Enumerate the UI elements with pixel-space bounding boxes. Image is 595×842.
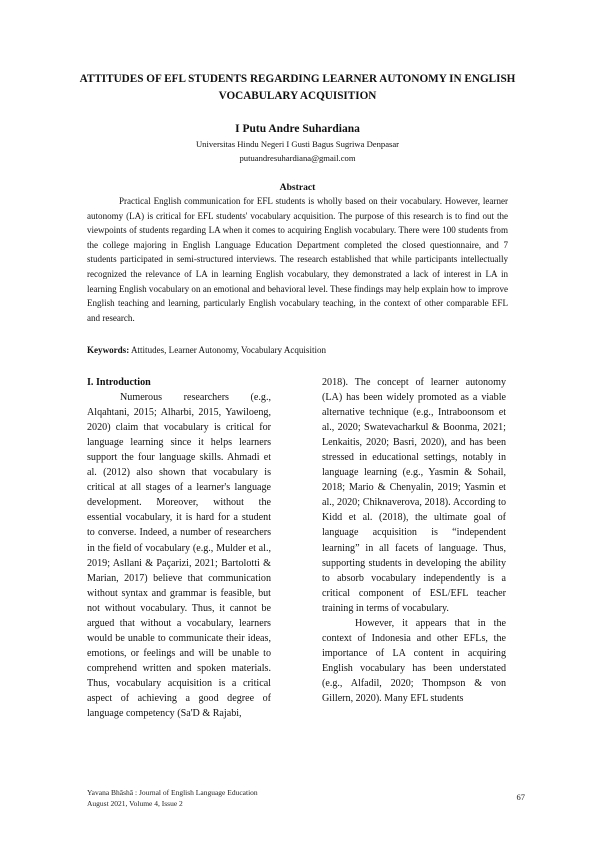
- keywords-label: Keywords:: [87, 345, 130, 355]
- paper-title: ATTITUDES OF EFL STUDENTS REGARDING LEARNER AUTONOMY IN ENGLISH VOCABULARY ACQUISITION: [79, 73, 516, 102]
- abstract-heading: Abstract: [279, 182, 316, 193]
- page-footer: [87, 787, 258, 809]
- intro-paragraph-1-continued: 2018). The concept of learner autonomy (LA) has been widely promoted as a viable alternative technique (e.g., Intraboonsom et al., 2020; Swatevacharkul & Boonma, 2021; Lenkaitis, 2020; Basri, 2020), and has been stressed in educational settings, notably in language learning (e.g., Yasmin & Sohail, 2018; Mario & Chenyalin, 2019; Yasmin et al., 2020; Chiknaverova, 2018). According to Kidd et al. (2018), the ultimate goal of language acquisition is “independent learning” in all facets of language. Thus, supporting students in developing the ability to absorb vocabulary independently is a critical component of ESL/EFL teacher training in terms of vocabulary.: [322, 377, 506, 614]
- page-number: 67: [516, 792, 525, 802]
- keywords-line: [87, 343, 508, 358]
- author-name: I Putu Andre Suhardiana: [235, 123, 360, 135]
- author-email: putuandresuhardiana@gmail.com: [239, 153, 356, 163]
- right-column: [322, 375, 506, 706]
- keywords-text: Attitudes, Learner Autonomy, Vocabulary Acquisition: [129, 345, 327, 355]
- footer-issue: August 2021, Volume 4, Issue 2: [87, 799, 183, 808]
- footer-journal-name: Yavana Bhāshā : Journal of English Language Education: [87, 788, 258, 797]
- intro-paragraph-1: Numerous researchers (e.g., Alqahtani, 2015; Alharbi, 2015, Yawiloeng, 2020) claim that vocabulary is critical for language learning since it helps learners support the four language skills. Ahmadi et al. (2012) also shown that vocabulary is critical at all stages of a learner's language development. Moreover, without the essential vocabulary, it is hard for a student to converse. Indeed, a number of researchers in the field of vocabulary (e.g., Mulder et al., 2019; Asllani & Paçarizi, 2021; Bartolotti & Marian, 2017) believe that communication without syntax and grammar is feasible, but not without vocabulary. Thus, it cannot be argued that without a vocabulary, learners would be unable to communicate their ideas, emotions, or feelings and will be unable to comprehend written and spoken materials. Thus, vocabulary acquisition is a critical aspect of achieving a good degree of language competency (Sa'D & Rajabi,: [87, 392, 271, 720]
- left-column: [87, 375, 271, 721]
- author-affiliation: Universitas Hindu Negeri I Gusti Bagus Sugriwa Denpasar: [195, 139, 400, 149]
- section-heading: I. Introduction: [87, 377, 151, 388]
- abstract-text: Practical English communication for EFL students is wholly based on their vocabulary. However, learner autonomy (LA) is critical for EFL students' vocabulary acquisition. The purpose of this research is to find out the viewpoints of students regarding LA when it comes to acquiring English vocabulary. There were 100 students from the college majoring in English Language Education Department completed the closed questionnaire, and 7 students participated in semi-structured interviews. The research established that while participants intellectually recognized the relevance of LA in learning English vocabulary, they demonstrated a lack of interest in LA in learning English vocabulary on an emotional and behavioral level. These findings may help explain how to improve English teaching and learning, particularly English vocabulary teaching, in the context of other comparable EFL and research.: [87, 196, 508, 323]
- intro-paragraph-2: However, it appears that in the context of Indonesia and other EFLs, the importance of LA content in acquiring English vocabulary has been understated (e.g., Alfadil, 2020; Thompson & von Gillern, 2020). Many EFL students: [322, 617, 506, 704]
